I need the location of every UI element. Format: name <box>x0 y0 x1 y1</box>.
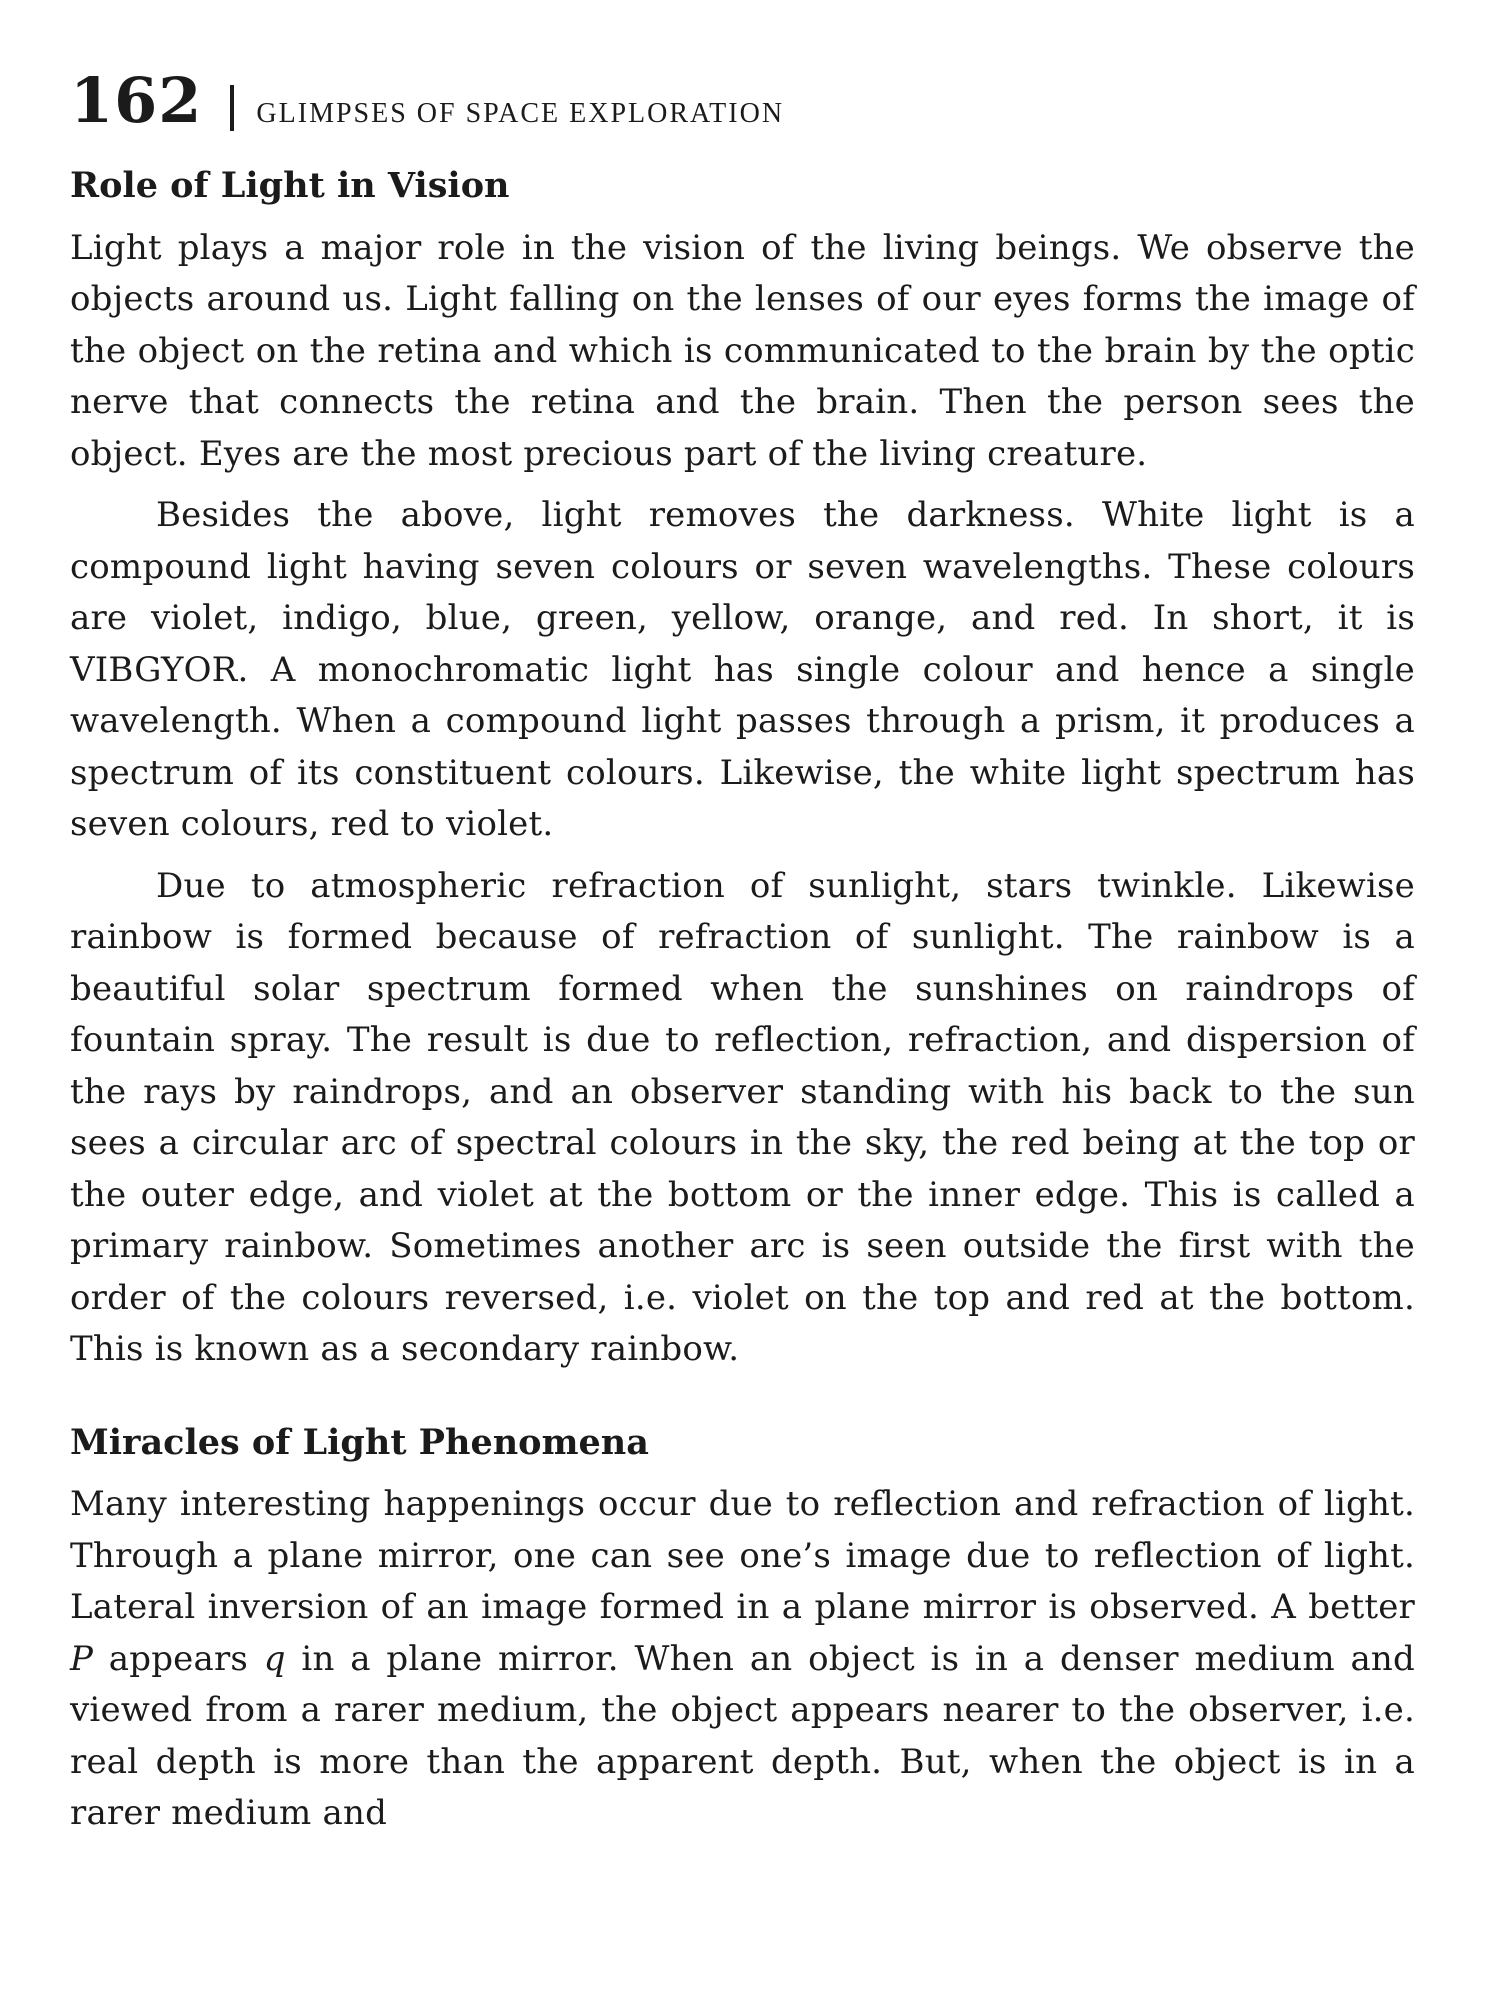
running-head <box>70 64 1415 145</box>
section-heading-role-of-light: Role of Light in Vision <box>70 165 510 206</box>
paragraph-vision: Light plays a major role in the vision of the living beings. We observe the objects around us. Light falling on the lenses of our eyes forms the image of the object on the retina and which is communicated to the brain by the optic nerve that connects the retina and the brain. Then the person sees the object. Eyes are the most precious part of the living creature. <box>70 227 1415 474</box>
paragraph-white-light: Besides the above, light removes the darkness. White light is a compound light having seven colours or seven wavelengths. These colours are violet, indigo, blue, green, yellow, orange, and red. In short, it is VIBGYOR. A monochromatic light has single colour and hence a single wavelength. When a compound light passes through a prism, it produces a spectrum of its constituent colours. Likewise, the white light spectrum has seven colours, red to violet. <box>70 495 1415 844</box>
paragraph-text-part: Many interesting happenings occur due to reflection and refraction of light. Through a plane mirror, one can see one’s image due to reflection of light. Lateral inversion of an image formed in a plane mirror is observed. A better <box>70 1484 1415 1627</box>
header-divider <box>230 85 234 131</box>
section-heading-miracles-of-light: Miracles of Light Phenomena <box>70 1421 649 1463</box>
variable-p: P <box>70 1638 94 1679</box>
paragraph-reflection-refraction <box>70 1479 1415 1840</box>
page-number: 162 <box>70 64 203 137</box>
book-page <box>70 64 1415 1970</box>
paragraph-text-part: appears <box>93 1638 264 1679</box>
paragraph-rainbow: Due to atmospheric refraction of sunlight, stars twinkle. Likewise rainbow is formed because of refraction of sunlight. The rainbow is a beautiful solar spectrum formed when the sunshines on raindrops of fountain spray. The result is due to reflection, refraction, and dispersion of the rays by raindrops, and an observer standing with his back to the sun sees a circular arc of spectral colours in the sky, the red being at the top or the outer edge, and violet at the bottom or the inner edge. This is called a primary rainbow. Sometimes another arc is seen outside the first with the order of the colours reversed, i.e. violet on the top and red at the bottom. This is known as a secondary rainbow. <box>70 865 1415 1369</box>
variable-q: q <box>263 1638 286 1679</box>
book-title: GLIMPSES OF SPACE EXPLORATION <box>256 98 785 129</box>
paragraph-text-part: in a plane mirror. When an object is in a denser medium and viewed from a rarer medium, the object appears nearer to the observer, i.e. real depth is more than the apparent depth. But, when the object is in a rarer medium and <box>70 1638 1415 1833</box>
